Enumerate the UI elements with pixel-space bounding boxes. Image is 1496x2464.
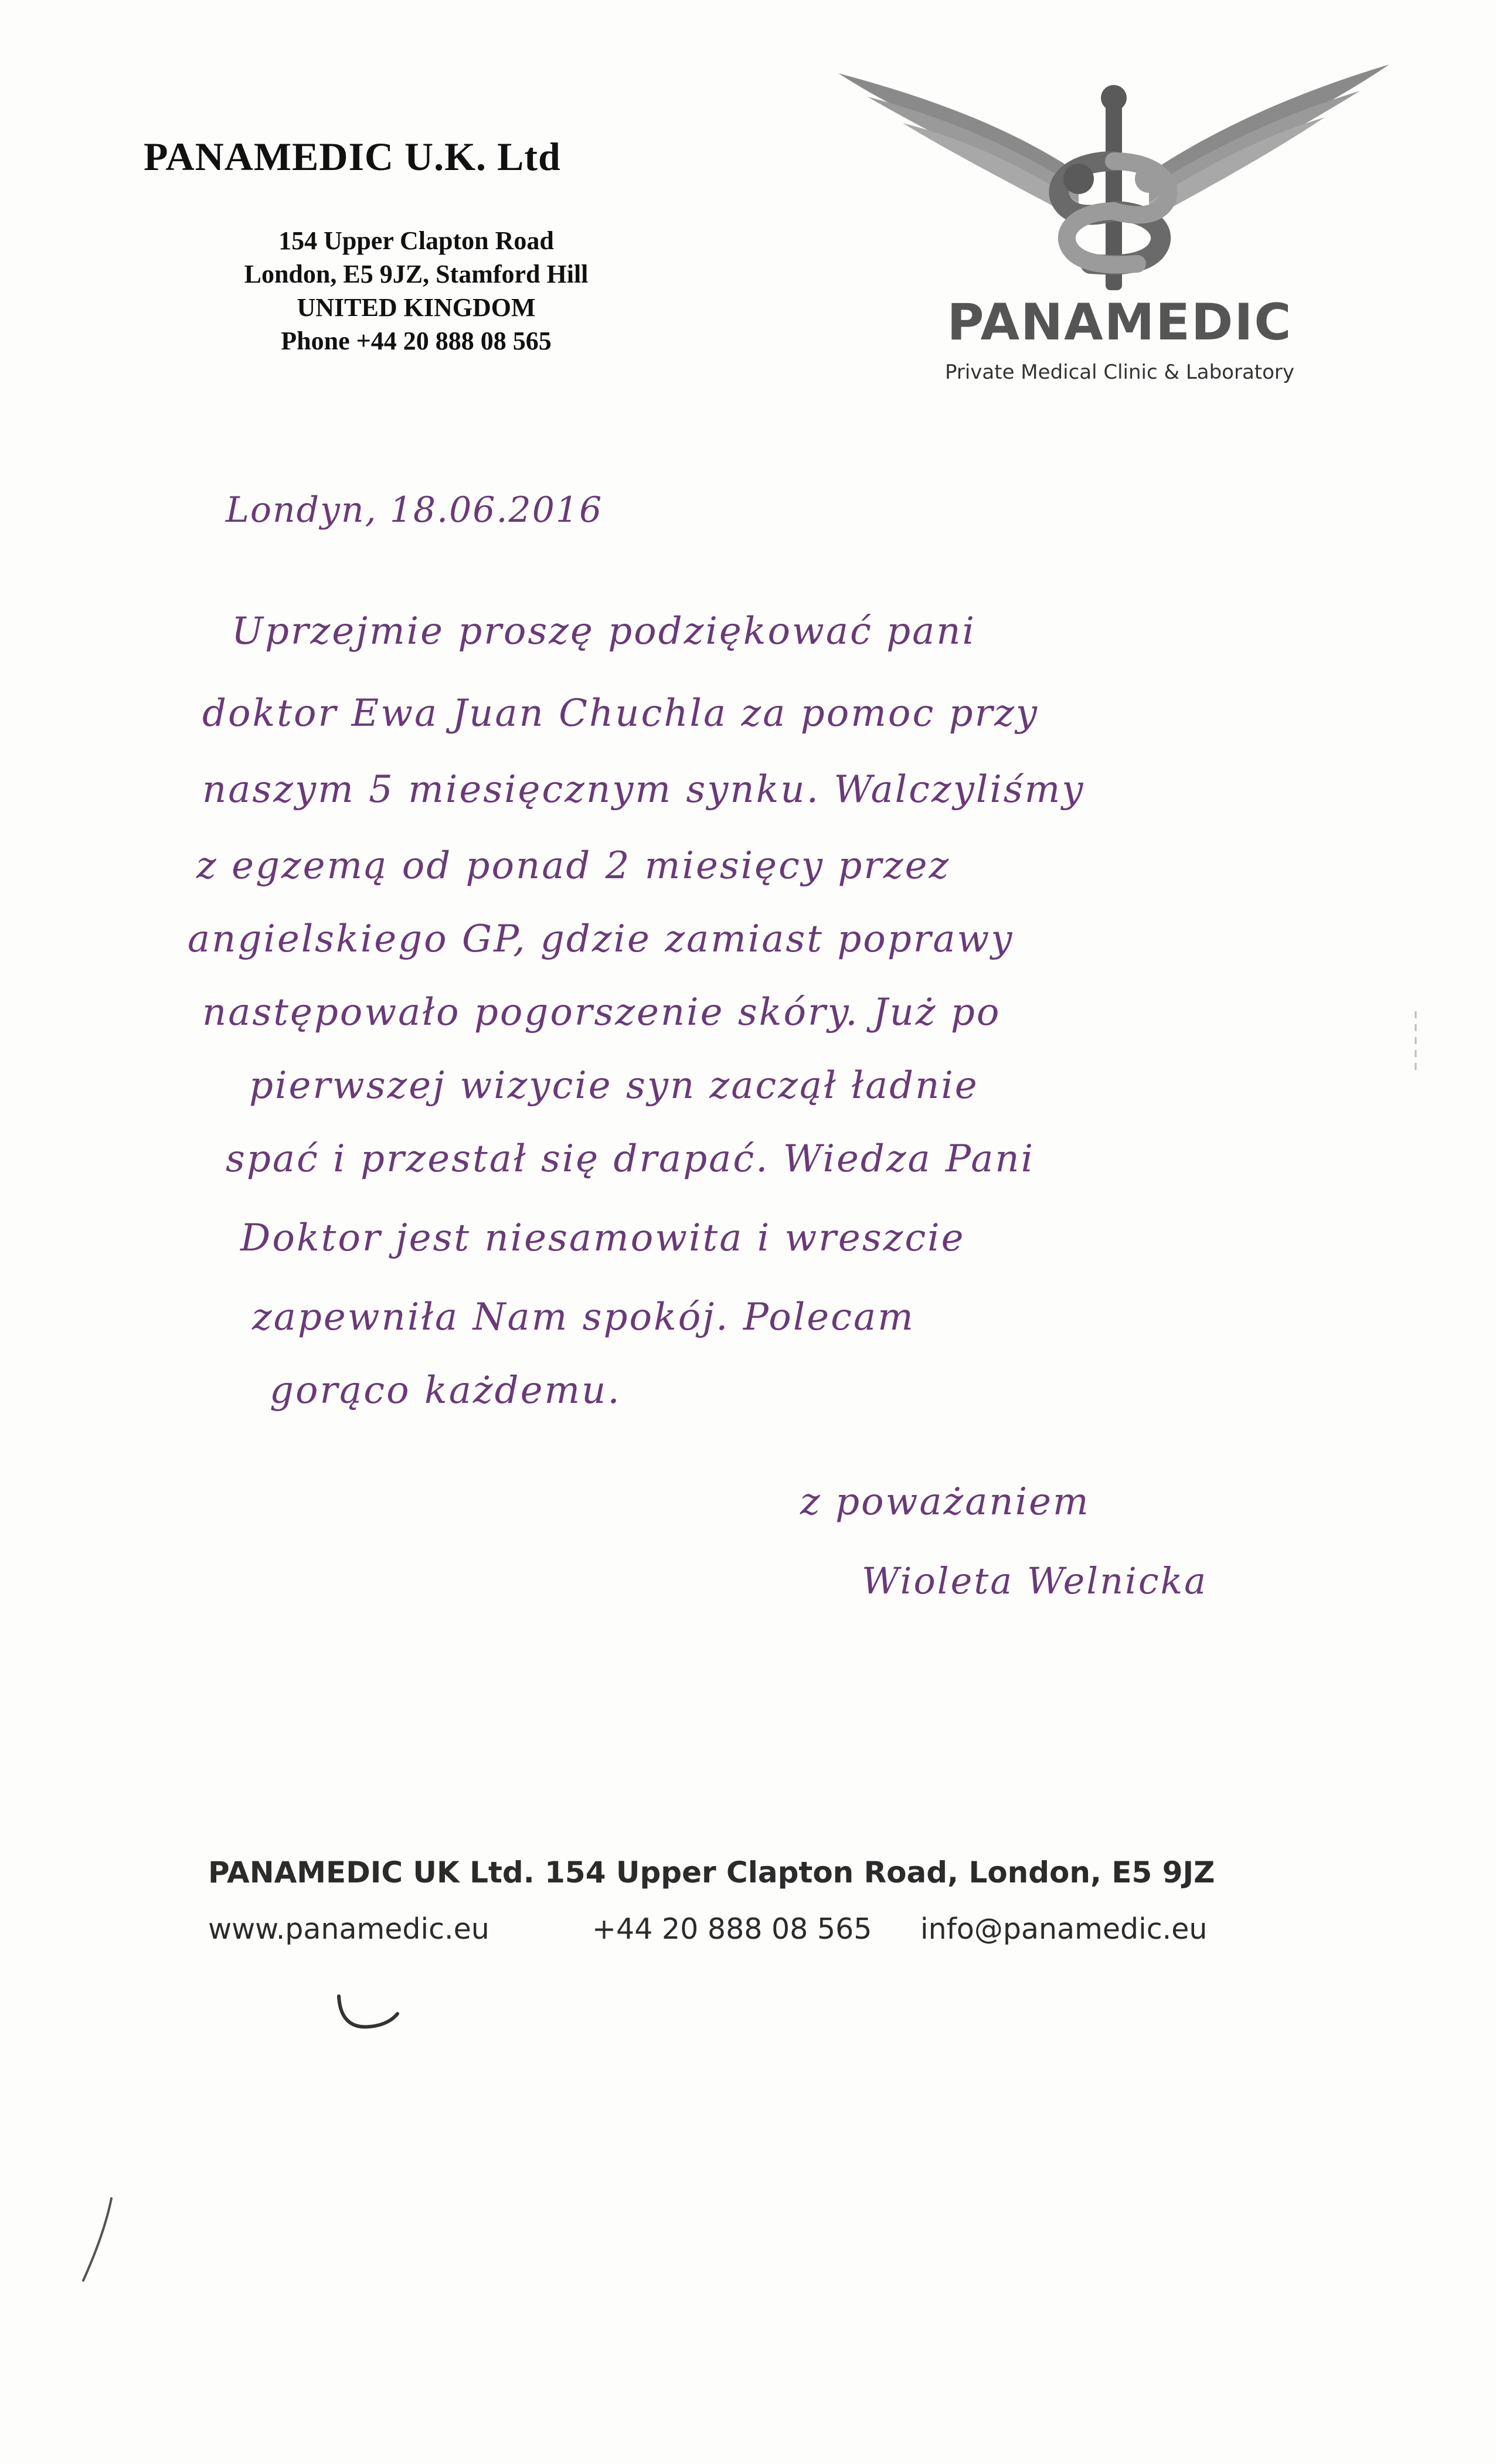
- company-address: [193, 224, 639, 358]
- panamedic-logo: [832, 62, 1395, 384]
- company-name: PANAMEDIC U.K. Ltd: [144, 134, 561, 179]
- footer-website: www.panamedic.eu: [208, 1912, 489, 1946]
- logo-tagline: Private Medical Clinic & Laboratory: [944, 361, 1295, 384]
- letter-line: angielskiego GP, gdzie zamiast poprawy: [188, 917, 1014, 961]
- letter-line: spać i przestał się drapać. Wiedza Pani: [226, 1137, 1035, 1181]
- letter-line: pierwszej wizycie syn zaczął ładnie: [249, 1064, 979, 1107]
- letter-date: Londyn, 18.06.2016: [226, 490, 603, 531]
- footer-email: info@panamedic.eu: [920, 1912, 1208, 1946]
- footer-company-line: PANAMEDIC UK Ltd. 154 Upper Clapton Road, London, E5 9JZ: [208, 1855, 1215, 1889]
- address-line: UNITED KINGDOM: [297, 293, 536, 322]
- letter-line: doktor Ewa Juan Chuchla za pomoc przy: [202, 692, 1039, 735]
- letter-line: gorąco każdemu.: [270, 1369, 621, 1412]
- letter-line: następowało pogorszenie skóry. Już po: [202, 991, 1001, 1034]
- scan-edge-mark: [1407, 1008, 1424, 1079]
- letter-line: naszym 5 miesięcznym synku. Walczyliśmy: [202, 768, 1085, 811]
- address-line: London, E5 9JZ, Stamford Hill: [244, 260, 589, 288]
- letter-line: z egzemą od ponad 2 miesięcy przez: [196, 844, 951, 888]
- scan-smudge: [76, 2193, 123, 2286]
- footer-phone: +44 20 888 08 565: [592, 1912, 872, 1946]
- letter-line: Doktor jest niesamowita i wreszcie: [240, 1216, 965, 1260]
- address-line: 154 Upper Clapton Road: [278, 226, 554, 255]
- letter-line: Uprzejmie proszę podziękować pani: [232, 610, 976, 653]
- address-line: Phone +44 20 888 08 565: [281, 327, 552, 355]
- letter-line: zapewniła Nam spokój. Polecam: [252, 1296, 915, 1339]
- logo-name: PANAMEDIC: [947, 293, 1293, 352]
- signature: Wioleta Welnicka: [862, 1559, 1208, 1602]
- caduceus-icon: [832, 62, 1395, 296]
- letter-closing: z poważaniem: [800, 1480, 1090, 1524]
- pen-mark: [334, 1990, 404, 2037]
